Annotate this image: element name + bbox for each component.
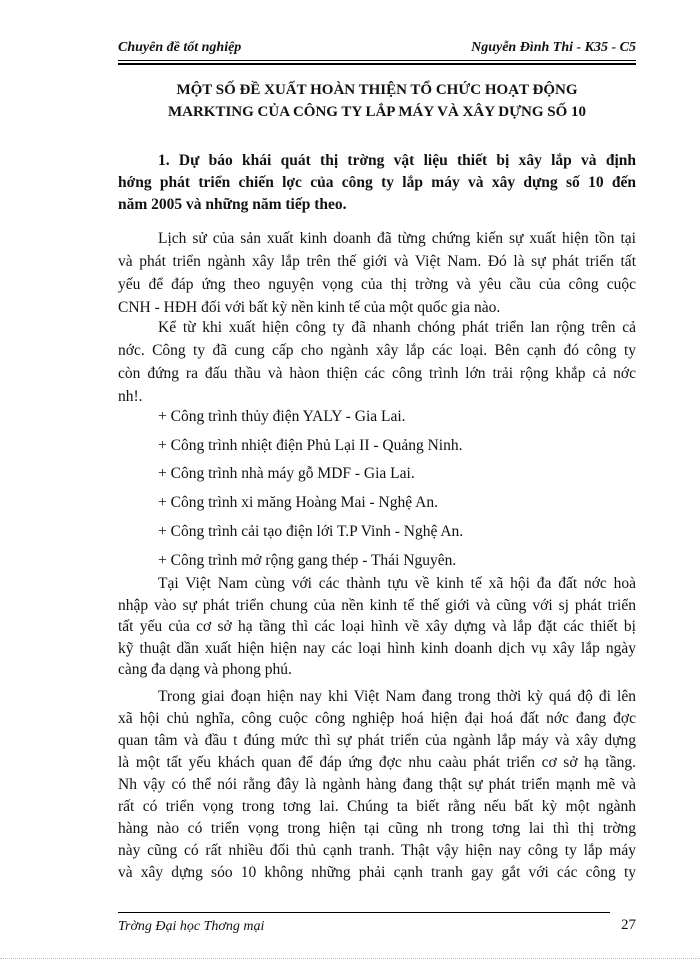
paragraph-line: nớc. Công ty đã cung cấp cho ngành xây lắp các loại. Bên cạnh đó công ty: [118, 342, 636, 359]
paragraph-current-period: [118, 686, 636, 884]
header-divider-thick: [118, 63, 636, 65]
page-header: [118, 40, 636, 60]
page-number: 27: [621, 917, 636, 933]
paragraph-line: Tại Việt Nam cùng với các thành tựu về kinh tế xã hội đa đất nớc hoà: [158, 575, 636, 592]
paragraph-line: quan tâm và đầu t đúng mức thì sự phát triển của ngành lắp máy và xây dựng: [118, 732, 636, 749]
paragraph-line: Trong giai đoạn hiện nay khi Việt Nam đang trong thời kỳ quá độ đi lên: [158, 688, 636, 705]
paragraph-line: và phát triển ngành xây lắp trên thế giới và Việt Nam. Đó là sự phát triển tất: [118, 253, 636, 270]
paragraph-line: nh!.: [118, 388, 143, 405]
paragraph-line: Lịch sử của sản xuất kinh doanh đã từng chứng kiến sự xuất hiện tồn tại: [158, 230, 636, 247]
header-left-text: Chuyên đề tốt nghiệp: [118, 40, 242, 55]
list-item: + Công trình mở rộng gang thép - Thái Nguyên.: [158, 551, 457, 569]
paragraph-line: này cũng có rất nhiều đối thủ cạnh tranh. Thật vậy hiện nay công ty lắp máy: [118, 842, 636, 859]
paragraph-line: hàng nào có triển vọng trong hiện tại cũng nh trong tơng lai thì thị trờng: [118, 820, 636, 837]
section-heading: [118, 150, 636, 216]
paragraph-line: càng đa dạng và phong phú.: [118, 661, 292, 678]
paragraph-line: xã hội chủ nghĩa, công cuộc công nghiệp hoá hiện đại hoá đất nớc đang đợc: [118, 710, 636, 727]
paragraph-line: rất có triển vọng trong tơng lai. Chúng ta biết rằng nếu bất kỳ một ngành: [118, 798, 636, 815]
list-item: + Công trình thủy điện YALY - Gia Lai.: [158, 408, 406, 425]
paragraph-line: còn đứng ra đấu thầu và hàon thiện các công trình lớn trải rộng khắp cả nớc: [118, 365, 636, 382]
heading-line: 1. Dự báo khái quát thị trờng vật liệu thiết bị xây lắp và định: [158, 152, 636, 169]
paragraph-company: [118, 316, 636, 408]
title-line: MỘT SỐ ĐỀ XUẤT HOÀN THIỆN TỔ CHỨC HOẠT ĐỘNG: [176, 82, 578, 98]
paragraph-line: yếu để đáp ứng theo nguyện vọng của thị trờng và yêu cầu của công cuộc: [118, 276, 636, 293]
heading-line: hớng phát triển chiến lợc của công ty lắp máy và xây dựng số 10 đến: [118, 174, 636, 191]
list-item: + Công trình nhiệt điện Phủ Lại II - Quảng Ninh.: [158, 436, 463, 454]
footer-school-name: Trờng Đại học Thơng mại: [118, 919, 265, 934]
header-divider: [118, 60, 636, 61]
paragraph-line: và xây dựng sóo 10 không những phải cạnh tranh gay gắt với các công ty: [118, 864, 636, 881]
list-item: + Công trình xi măng Hoàng Mai - Nghệ An.: [158, 494, 438, 512]
page-bottom-border: [0, 958, 700, 959]
header-right-text: Nguyễn Đình Thi - K35 - C5: [471, 40, 636, 55]
title-line: MARKTING CỦA CÔNG TY LẮP MÁY VÀ XÂY DỰNG SỐ 10: [167, 104, 587, 120]
list-item: + Công trình nhà máy gỗ MDF - Gia Lai.: [158, 465, 415, 483]
paragraph-vietnam: [118, 573, 636, 681]
paragraph-history: [118, 227, 636, 319]
list-item: + Công trình cải tạo điện lới T.P Vinh - Nghệ An.: [158, 522, 464, 540]
paragraph-line: nhập vào sự phát triển chung của nền kinh tế thế giới và cũng với sj phát triển: [118, 596, 636, 614]
heading-line: năm 2005 và những năm tiếp theo.: [118, 196, 347, 213]
document-title: [118, 79, 636, 123]
paragraph-line: Kể từ khi xuất hiện công ty đã nhanh chóng phát triển lan rộng trên cả: [158, 319, 636, 336]
page-footer: [118, 917, 636, 937]
paragraph-line: là một tất yếu khách quan để đáp ứng đợc nhu caàu phát triển cơ sở hạ tầng.: [118, 754, 636, 771]
paragraph-line: Nh vậy có thể nói rằng đây là ngành hàng đang thật sự phát triển mạnh mẽ và: [118, 776, 636, 793]
footer-divider: [118, 912, 610, 913]
paragraph-line: tất yếu của cơ sở hạ tầng thì các loại hình về xây dựng và lắp đặt các thiết bị: [118, 618, 636, 635]
paragraph-line: CNH - HĐH đối với bất kỳ nền kinh tế của một quốc gia nào.: [118, 299, 501, 316]
paragraph-line: kỹ thuật dần xuất hiện hiện nay các loại hình kinh doanh dịch vụ xây lắp ngày: [118, 639, 636, 657]
project-list: [158, 403, 463, 575]
